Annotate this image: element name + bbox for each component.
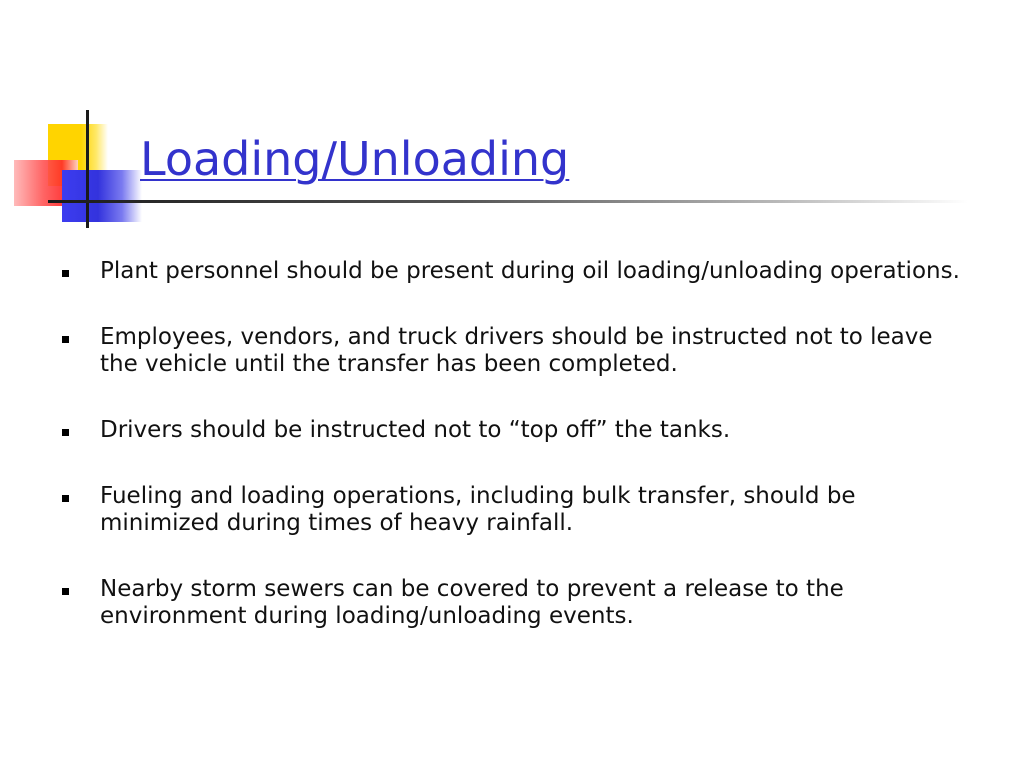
bullet-item	[62, 417, 962, 444]
square-bullet-icon	[62, 588, 69, 595]
bullet-list	[62, 258, 962, 669]
square-bullet-icon	[62, 336, 69, 343]
bullet-text: Drivers should be instructed not to “top off” the tanks.	[100, 417, 731, 443]
bullet-item	[62, 576, 962, 630]
bullet-item	[62, 258, 962, 285]
slide-title: Loading/Unloading	[140, 132, 570, 186]
logo-blue-square	[62, 170, 142, 222]
bullet-item	[62, 483, 962, 537]
square-bullet-icon	[62, 495, 69, 502]
bullet-text: Fueling and loading operations, including bulk transfer, should be minimized during times of heavy rainfall.	[100, 483, 856, 536]
bullet-text: Plant personnel should be present during oil loading/unloading operations.	[100, 258, 960, 284]
bullet-item	[62, 324, 962, 378]
bullet-text: Employees, vendors, and truck drivers should be instructed not to leave the vehicle until the transfer has been completed.	[100, 324, 933, 377]
square-bullet-icon	[62, 429, 69, 436]
bullet-text: Nearby storm sewers can be covered to prevent a release to the environment during loading/unloading events.	[100, 576, 844, 629]
title-underline-rule	[48, 200, 968, 203]
logo-vertical-line	[86, 110, 89, 228]
square-bullet-icon	[62, 270, 69, 277]
